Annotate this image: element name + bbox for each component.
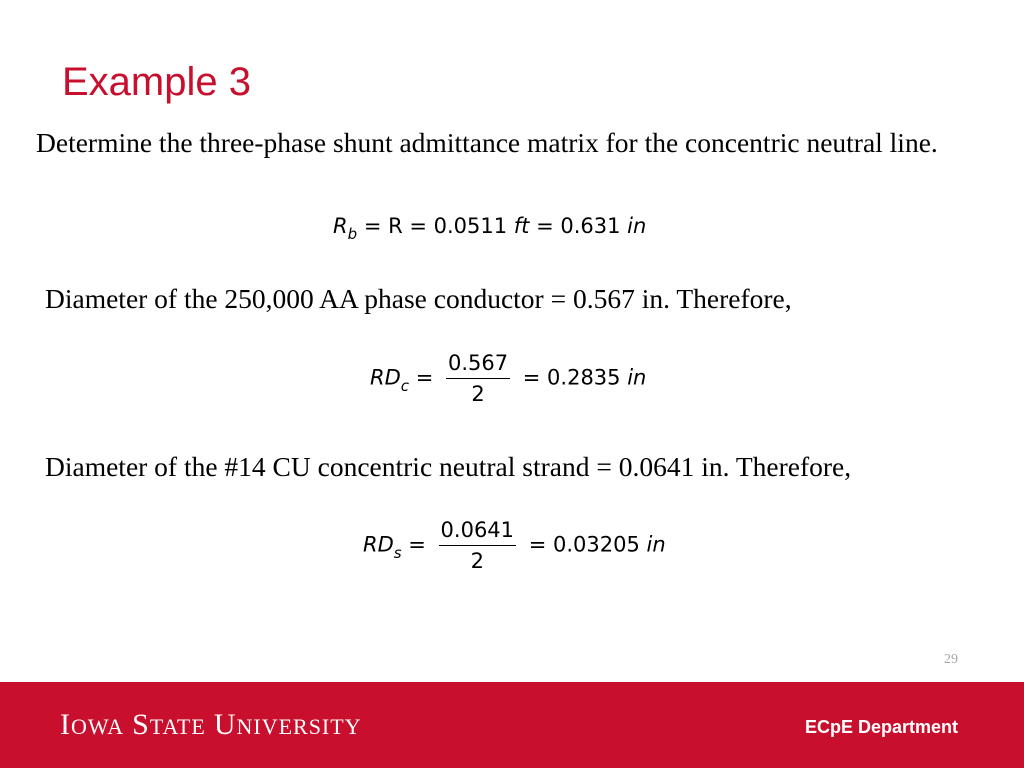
phase-conductor-text: Diameter of the 250,000 AA phase conductor = 0.567 in. Therefore, bbox=[45, 283, 792, 314]
eq2-lhs-sub: c bbox=[400, 376, 410, 395]
eq3-lhs-sub: s bbox=[393, 543, 402, 562]
eq3-lhs-base: RD bbox=[363, 532, 394, 557]
eq1-part2: = 0.631 bbox=[529, 214, 628, 238]
eq3-numerator: 0.0641 bbox=[439, 515, 516, 546]
eq2-lhs-base: RD bbox=[370, 365, 401, 390]
eq1-unit1: ft bbox=[513, 214, 530, 238]
neutral-strand-text: Diameter of the #14 CU concentric neutral strand = 0.0641 in. Therefore, bbox=[45, 451, 852, 482]
eq2-numerator: 0.567 bbox=[446, 348, 510, 379]
eq2-denominator: 2 bbox=[471, 382, 485, 406]
equation-rds: $RD_s$ = $\frac{0.0641}{2}$ = 0.03205 in bbox=[363, 515, 666, 576]
equation-rb bbox=[333, 214, 647, 243]
problem-statement: Determine the three-phase shunt admittance matrix for the concentric neutral line. bbox=[36, 127, 938, 158]
eq2-result: = 0.2835 bbox=[522, 365, 628, 390]
university-logo bbox=[60, 708, 420, 749]
eq1-lhs-sub: b bbox=[347, 225, 358, 243]
eq1-part1: = R = 0.0511 bbox=[363, 214, 514, 238]
eq3-result: = 0.03205 bbox=[528, 532, 647, 557]
department-label: ECpE Department bbox=[805, 717, 959, 737]
university-wordmark bbox=[60, 708, 420, 742]
svg-text:IOWASTATEUNIVERSITY: IOWA STATE UNIVERSITY bbox=[60, 708, 362, 741]
eq2-unit: in bbox=[627, 365, 647, 390]
eq3-fraction bbox=[439, 515, 516, 576]
eq1-unit2: in bbox=[627, 214, 647, 238]
slide-title: Example 3 bbox=[62, 60, 251, 104]
eq3-unit: in bbox=[646, 532, 666, 557]
equation-rdc: $RD_c$ = $\frac{0.567}{2}$ = 0.2835 in bbox=[370, 348, 646, 409]
eq1-lhs-base: R bbox=[333, 214, 348, 238]
page-number: 29 bbox=[944, 652, 958, 667]
eq3-denominator: 2 bbox=[470, 549, 484, 573]
footer-bar bbox=[0, 682, 1024, 768]
eq2-fraction bbox=[446, 348, 510, 409]
